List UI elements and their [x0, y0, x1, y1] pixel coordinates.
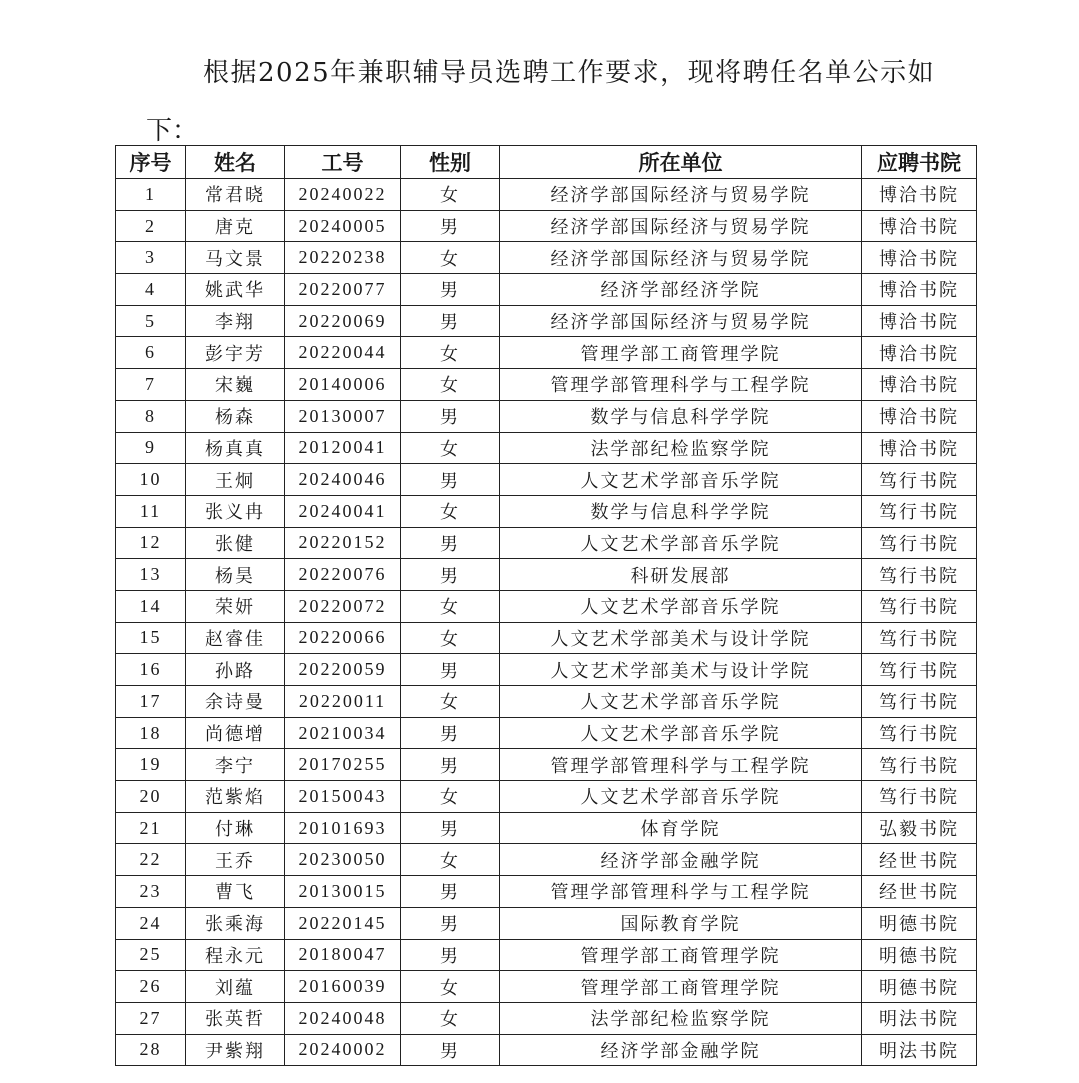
- table-row: [116, 369, 977, 401]
- cell-department: 人文艺术学部美术与设计学院: [500, 622, 862, 654]
- cell-gender: 男: [401, 654, 500, 686]
- table-row: [116, 210, 977, 242]
- cell-department: 管理学部工商管理学院: [500, 971, 862, 1003]
- cell-gender: 男: [401, 400, 500, 432]
- cell-name: 曹飞: [186, 876, 285, 908]
- cell-department: 人文艺术学部音乐学院: [500, 686, 862, 718]
- cell-college: 笃行书院: [862, 686, 977, 718]
- cell-gender: 女: [401, 622, 500, 654]
- table-row: [116, 749, 977, 781]
- cell-department: 经济学部金融学院: [500, 844, 862, 876]
- header-serial-number: 序号: [116, 146, 186, 179]
- cell-employee-id: 20220011: [285, 686, 401, 718]
- cell-department: 人文艺术学部音乐学院: [500, 464, 862, 496]
- cell-name: 李翔: [186, 305, 285, 337]
- cell-employee-id: 20130015: [285, 876, 401, 908]
- cell-name: 张义冉: [186, 495, 285, 527]
- cell-college: 笃行书院: [862, 590, 977, 622]
- cell-employee-id: 20210034: [285, 717, 401, 749]
- cell-serial-number: 27: [116, 1002, 186, 1034]
- cell-name: 范紫焰: [186, 781, 285, 813]
- cell-gender: 男: [401, 527, 500, 559]
- cell-gender: 男: [401, 876, 500, 908]
- cell-gender: 女: [401, 337, 500, 369]
- cell-serial-number: 23: [116, 876, 186, 908]
- cell-college: 明法书院: [862, 1002, 977, 1034]
- table-row: [116, 242, 977, 274]
- cell-employee-id: 20220069: [285, 305, 401, 337]
- cell-employee-id: 20230050: [285, 844, 401, 876]
- cell-college: 笃行书院: [862, 749, 977, 781]
- cell-gender: 女: [401, 686, 500, 718]
- cell-department: 人文艺术学部音乐学院: [500, 527, 862, 559]
- cell-serial-number: 6: [116, 337, 186, 369]
- table-row: [116, 179, 977, 211]
- cell-college: 笃行书院: [862, 654, 977, 686]
- cell-name: 孙路: [186, 654, 285, 686]
- table-row: [116, 781, 977, 813]
- cell-college: 明德书院: [862, 939, 977, 971]
- cell-employee-id: 20220072: [285, 590, 401, 622]
- cell-college: 明德书院: [862, 907, 977, 939]
- table-row: [116, 495, 977, 527]
- table-row: [116, 939, 977, 971]
- cell-serial-number: 11: [116, 495, 186, 527]
- cell-serial-number: 25: [116, 939, 186, 971]
- cell-college: 博洽书院: [862, 432, 977, 464]
- table-row: [116, 400, 977, 432]
- table-header-row: [116, 146, 977, 179]
- cell-name: 张乘海: [186, 907, 285, 939]
- header-name: 姓名: [186, 146, 285, 179]
- cell-employee-id: 20160039: [285, 971, 401, 1003]
- cell-department: 管理学部工商管理学院: [500, 337, 862, 369]
- cell-name: 杨真真: [186, 432, 285, 464]
- table-row: [116, 876, 977, 908]
- appointment-roster-table: [115, 145, 977, 1066]
- table-row: [116, 907, 977, 939]
- cell-gender: 女: [401, 1002, 500, 1034]
- cell-name: 姚武华: [186, 274, 285, 306]
- cell-employee-id: 20220077: [285, 274, 401, 306]
- cell-serial-number: 17: [116, 686, 186, 718]
- cell-serial-number: 14: [116, 590, 186, 622]
- table-row: [116, 622, 977, 654]
- cell-college: 明法书院: [862, 1034, 977, 1066]
- cell-employee-id: 20180047: [285, 939, 401, 971]
- cell-name: 张英哲: [186, 1002, 285, 1034]
- cell-name: 赵睿佳: [186, 622, 285, 654]
- cell-serial-number: 20: [116, 781, 186, 813]
- cell-serial-number: 16: [116, 654, 186, 686]
- cell-serial-number: 19: [116, 749, 186, 781]
- cell-department: 经济学部国际经济与贸易学院: [500, 242, 862, 274]
- table-row: [116, 971, 977, 1003]
- cell-college: 笃行书院: [862, 527, 977, 559]
- cell-serial-number: 9: [116, 432, 186, 464]
- cell-department: 经济学部国际经济与贸易学院: [500, 179, 862, 211]
- cell-serial-number: 10: [116, 464, 186, 496]
- header-gender: 性别: [401, 146, 500, 179]
- cell-college: 笃行书院: [862, 781, 977, 813]
- cell-gender: 女: [401, 590, 500, 622]
- table-row: [116, 305, 977, 337]
- cell-serial-number: 3: [116, 242, 186, 274]
- intro-text-line2: 下：: [146, 116, 199, 146]
- cell-gender: 男: [401, 274, 500, 306]
- cell-gender: 男: [401, 559, 500, 591]
- cell-college: 博洽书院: [862, 369, 977, 401]
- cell-gender: 女: [401, 432, 500, 464]
- cell-department: 管理学部管理科学与工程学院: [500, 369, 862, 401]
- cell-college: 笃行书院: [862, 495, 977, 527]
- cell-serial-number: 24: [116, 907, 186, 939]
- cell-employee-id: 20150043: [285, 781, 401, 813]
- table-row: [116, 812, 977, 844]
- cell-employee-id: 20120041: [285, 432, 401, 464]
- cell-name: 唐克: [186, 210, 285, 242]
- cell-department: 体育学院: [500, 812, 862, 844]
- table-row: [116, 590, 977, 622]
- cell-department: 法学部纪检监察学院: [500, 432, 862, 464]
- cell-department: 人文艺术学部美术与设计学院: [500, 654, 862, 686]
- cell-name: 尹紫翔: [186, 1034, 285, 1066]
- cell-serial-number: 2: [116, 210, 186, 242]
- cell-gender: 女: [401, 844, 500, 876]
- cell-college: 博洽书院: [862, 210, 977, 242]
- cell-name: 程永元: [186, 939, 285, 971]
- cell-name: 张健: [186, 527, 285, 559]
- cell-gender: 男: [401, 1034, 500, 1066]
- table-row: [116, 686, 977, 718]
- header-employee-id: 工号: [285, 146, 401, 179]
- cell-college: 博洽书院: [862, 305, 977, 337]
- header-college: 应聘书院: [862, 146, 977, 179]
- cell-college: 博洽书院: [862, 179, 977, 211]
- cell-name: 宋巍: [186, 369, 285, 401]
- cell-employee-id: 20220152: [285, 527, 401, 559]
- cell-department: 数学与信息科学学院: [500, 495, 862, 527]
- cell-employee-id: 20220044: [285, 337, 401, 369]
- table-body: [116, 179, 977, 1066]
- cell-gender: 女: [401, 179, 500, 211]
- cell-employee-id: 20220059: [285, 654, 401, 686]
- cell-department: 管理学部管理科学与工程学院: [500, 749, 862, 781]
- cell-college: 笃行书院: [862, 717, 977, 749]
- cell-name: 杨森: [186, 400, 285, 432]
- cell-department: 管理学部管理科学与工程学院: [500, 876, 862, 908]
- cell-department: 数学与信息科学学院: [500, 400, 862, 432]
- cell-department: 科研发展部: [500, 559, 862, 591]
- cell-employee-id: 20240005: [285, 210, 401, 242]
- cell-department: 经济学部国际经济与贸易学院: [500, 210, 862, 242]
- cell-employee-id: 20130007: [285, 400, 401, 432]
- cell-college: 笃行书院: [862, 559, 977, 591]
- cell-name: 常君晓: [186, 179, 285, 211]
- cell-serial-number: 4: [116, 274, 186, 306]
- cell-serial-number: 28: [116, 1034, 186, 1066]
- table-row: [116, 527, 977, 559]
- cell-department: 经济学部国际经济与贸易学院: [500, 305, 862, 337]
- cell-employee-id: 20240041: [285, 495, 401, 527]
- cell-college: 博洽书院: [862, 337, 977, 369]
- cell-college: 博洽书院: [862, 400, 977, 432]
- cell-serial-number: 5: [116, 305, 186, 337]
- cell-gender: 女: [401, 971, 500, 1003]
- cell-gender: 女: [401, 781, 500, 813]
- cell-employee-id: 20220145: [285, 907, 401, 939]
- cell-college: 明德书院: [862, 971, 977, 1003]
- intro-text-line1: 根据2025年兼职辅导员选聘工作要求，现将聘任名单公示如: [203, 58, 936, 88]
- table-row: [116, 654, 977, 686]
- cell-gender: 男: [401, 717, 500, 749]
- cell-department: 人文艺术学部音乐学院: [500, 781, 862, 813]
- cell-gender: 男: [401, 812, 500, 844]
- cell-serial-number: 15: [116, 622, 186, 654]
- cell-serial-number: 22: [116, 844, 186, 876]
- cell-serial-number: 7: [116, 369, 186, 401]
- cell-college: 经世书院: [862, 844, 977, 876]
- cell-department: 经济学部金融学院: [500, 1034, 862, 1066]
- header-department: 所在单位: [500, 146, 862, 179]
- table-row: [116, 464, 977, 496]
- cell-gender: 女: [401, 242, 500, 274]
- cell-college: 笃行书院: [862, 622, 977, 654]
- cell-serial-number: 21: [116, 812, 186, 844]
- cell-gender: 女: [401, 369, 500, 401]
- cell-employee-id: 20220076: [285, 559, 401, 591]
- cell-gender: 男: [401, 305, 500, 337]
- cell-gender: 男: [401, 210, 500, 242]
- table-row: [116, 559, 977, 591]
- cell-department: 管理学部工商管理学院: [500, 939, 862, 971]
- cell-college: 弘毅书院: [862, 812, 977, 844]
- cell-serial-number: 1: [116, 179, 186, 211]
- cell-serial-number: 26: [116, 971, 186, 1003]
- cell-name: 余诗曼: [186, 686, 285, 718]
- cell-name: 李宁: [186, 749, 285, 781]
- cell-gender: 男: [401, 939, 500, 971]
- cell-gender: 女: [401, 495, 500, 527]
- cell-name: 王乔: [186, 844, 285, 876]
- cell-employee-id: 20240046: [285, 464, 401, 496]
- cell-college: 笃行书院: [862, 464, 977, 496]
- table-row: [116, 432, 977, 464]
- cell-name: 杨昊: [186, 559, 285, 591]
- cell-department: 人文艺术学部音乐学院: [500, 590, 862, 622]
- cell-employee-id: 20220066: [285, 622, 401, 654]
- table-row: [116, 337, 977, 369]
- cell-college: 博洽书院: [862, 274, 977, 306]
- cell-employee-id: 20220238: [285, 242, 401, 274]
- cell-name: 尚德增: [186, 717, 285, 749]
- cell-name: 马文景: [186, 242, 285, 274]
- cell-employee-id: 20140006: [285, 369, 401, 401]
- table-row: [116, 844, 977, 876]
- cell-gender: 男: [401, 464, 500, 496]
- cell-gender: 男: [401, 749, 500, 781]
- cell-employee-id: 20240002: [285, 1034, 401, 1066]
- cell-gender: 男: [401, 907, 500, 939]
- cell-serial-number: 13: [116, 559, 186, 591]
- cell-employee-id: 20170255: [285, 749, 401, 781]
- cell-employee-id: 20101693: [285, 812, 401, 844]
- cell-name: 彭宇芳: [186, 337, 285, 369]
- cell-serial-number: 8: [116, 400, 186, 432]
- table-row: [116, 1034, 977, 1066]
- table-row: [116, 1002, 977, 1034]
- table-row: [116, 274, 977, 306]
- cell-department: 国际教育学院: [500, 907, 862, 939]
- cell-department: 经济学部经济学院: [500, 274, 862, 306]
- cell-serial-number: 12: [116, 527, 186, 559]
- cell-serial-number: 18: [116, 717, 186, 749]
- cell-college: 博洽书院: [862, 242, 977, 274]
- cell-employee-id: 20240048: [285, 1002, 401, 1034]
- cell-name: 王炯: [186, 464, 285, 496]
- cell-name: 刘蕴: [186, 971, 285, 1003]
- cell-college: 经世书院: [862, 876, 977, 908]
- cell-name: 荣妍: [186, 590, 285, 622]
- cell-name: 付琳: [186, 812, 285, 844]
- cell-employee-id: 20240022: [285, 179, 401, 211]
- table-row: [116, 717, 977, 749]
- cell-department: 法学部纪检监察学院: [500, 1002, 862, 1034]
- cell-department: 人文艺术学部音乐学院: [500, 717, 862, 749]
